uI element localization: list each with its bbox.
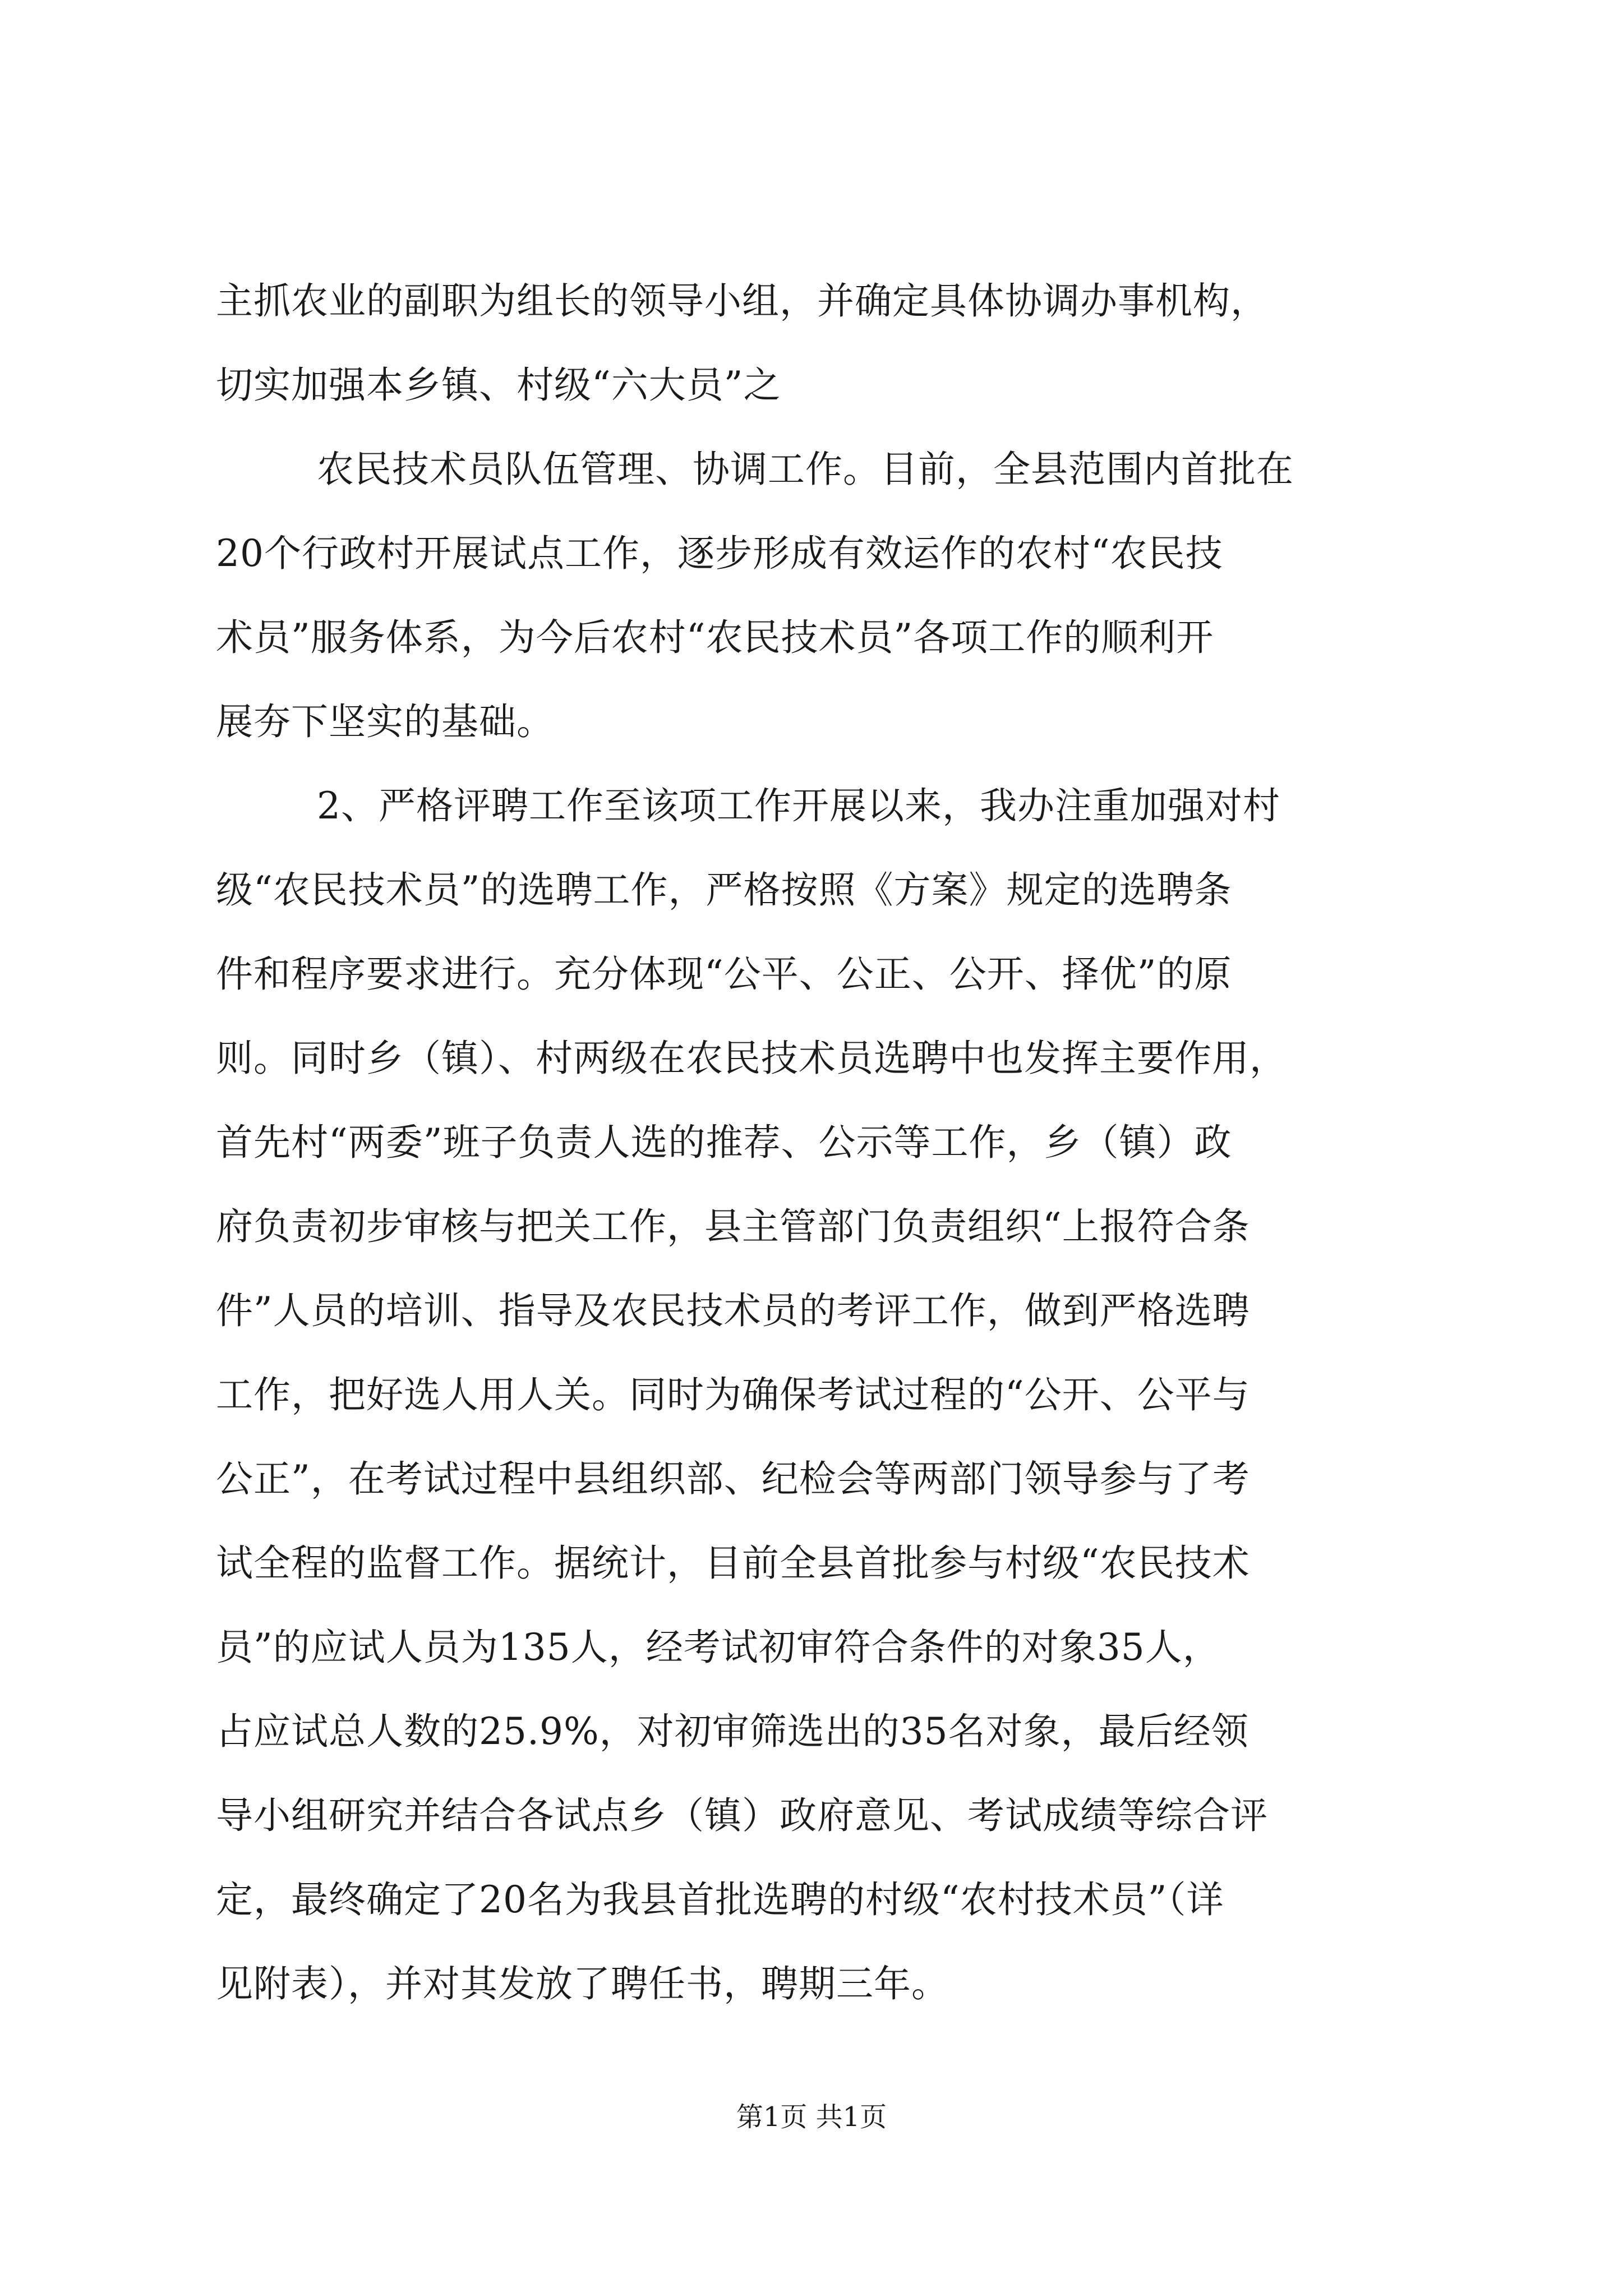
document-body [216,259,1422,2026]
text-line: 员”的应试人员为135人，经考试初审符合条件的对象35人， [216,1626,1220,1669]
text-line: 占应试总人数的25.9%，对初审筛选出的35名对象，最后经领 [216,1710,1249,1753]
text-line: 试全程的监督工作。据统计，目前全县首批参与村级“农民技术 [216,1542,1250,1585]
page-number-footer: 第1页 共1页 [736,2101,887,2133]
text-line: 导小组研究并结合各试点乡（镇）政府意见、考试成绩等综合评 [216,1794,1268,1837]
text-line: 则。同时乡（镇）、村两级在农民技术员选聘中也发挥主要作用， [216,1037,1287,1080]
text-line: 展夯下坚实的基础。 [216,700,554,743]
paragraph-start-line: 2、严格评聘工作至该项工作开展以来，我办注重加强对村 [317,784,1280,827]
text-line: 件”人员的培训、指导及农民技术员的考评工作，做到严格选聘 [216,1289,1250,1332]
text-line: 府负责初步审核与把关工作，县主管部门负责组织“上报符合条 [216,1205,1250,1248]
text-line: 工作，把好选人用人关。同时为确保考试过程的“公开、公平与 [216,1373,1250,1416]
text-line: 术员”服务体系，为今后农村“农民技术员”各项工作的顺利开 [216,616,1214,659]
paragraph-start-line: 农民技术员队伍管理、协调工作。目前，全县范围内首批在 [317,448,1294,491]
text-line: 首先村“两委”班子负责人选的推荐、公示等工作，乡（镇）政 [216,1121,1232,1164]
text-line: 件和程序要求进行。充分体现“公平、公正、公开、择优”的原 [216,953,1232,996]
text-line: 定，最终确定了20名为我县首批选聘的村级“农村技术员”（详 [216,1878,1224,1921]
text-line: 主抓农业的副职为组长的领导小组，并确定具体协调办事机构， [216,279,1268,323]
text-line: 20个行政村开展试点工作，逐步形成有效运作的农村“农民技 [216,532,1223,575]
text-line: 公正”，在考试过程中县组织部、纪检会等两部门领导参与了考 [216,1457,1250,1501]
text-line: 切实加强本乡镇、村级“六大员”之 [216,364,781,407]
text-line: 见附表），并对其发放了聘任书，聘期三年。 [216,1962,949,2005]
text-line: 级“农民技术员”的选聘工作，严格按照《方案》规定的选聘条 [216,868,1232,912]
